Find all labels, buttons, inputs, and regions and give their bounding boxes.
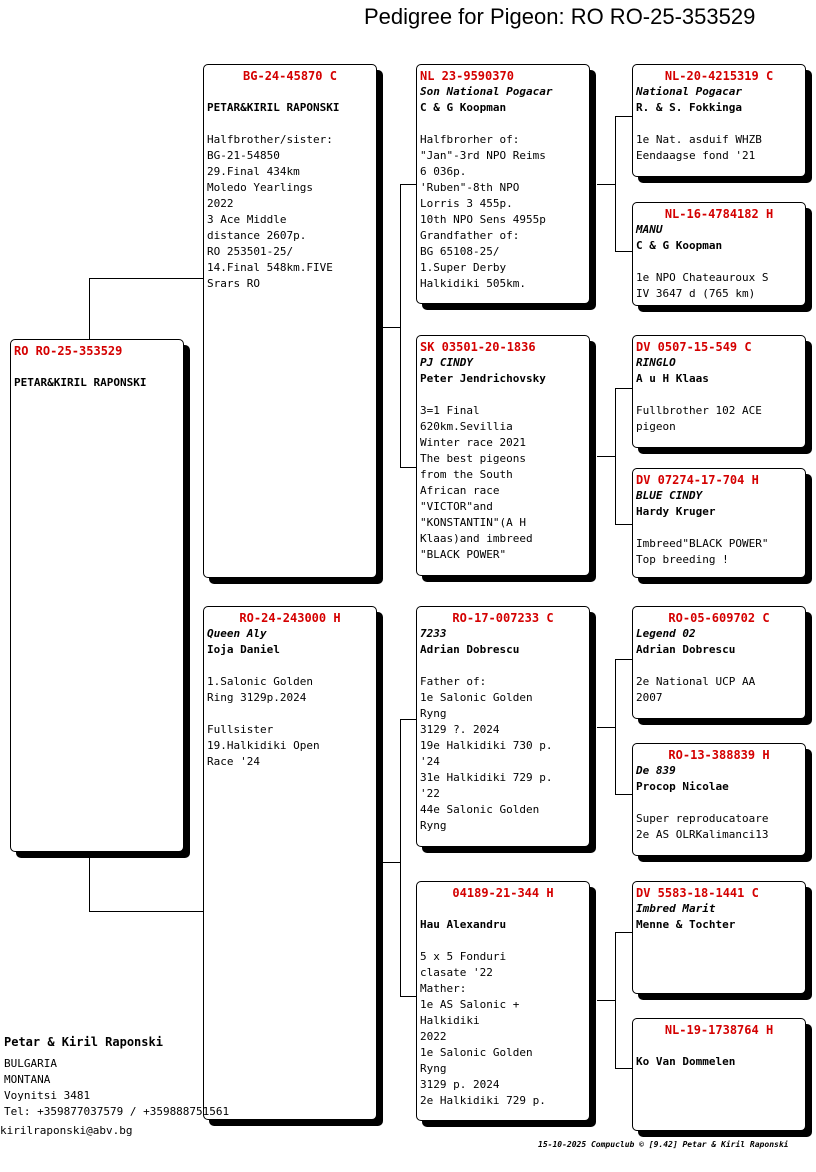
breeder-phone: Tel: +359877037579 / +359888751561 — [4, 1105, 230, 1118]
breeder-town: Voynitsi 3481 — [4, 1089, 91, 1102]
note-line: 1e Nat. asduif WHZB — [636, 133, 762, 146]
connector — [89, 278, 204, 279]
pigeon-name: RINGLO — [636, 356, 676, 369]
connector — [615, 794, 632, 795]
note-line: BG 65108-25/ — [420, 245, 500, 258]
note-line: from the South — [420, 468, 513, 481]
owner-name: C & G Koopman — [636, 239, 723, 252]
pigeon-name: Queen Aly — [207, 627, 267, 640]
owner-name: Ioja Daniel — [207, 643, 280, 656]
breeder-info — [4, 1034, 229, 1120]
connector — [615, 932, 632, 933]
pigeon-name: De 839 — [636, 764, 676, 777]
connector — [383, 327, 401, 328]
owner-name: Adrian Dobrescu — [636, 643, 736, 656]
owner-name: Hau Alexandru — [420, 918, 507, 931]
note-line: Ryng — [420, 707, 447, 720]
connector — [615, 932, 616, 1069]
note-line: 6 036p. — [420, 165, 467, 178]
note-line: 3 Ace Middle — [207, 213, 287, 226]
note-line: 14.Final 548km.FIVE — [207, 261, 333, 274]
ring-number: RO-17-007233 C — [452, 611, 554, 625]
note-line: 1.Super Derby — [420, 261, 507, 274]
connector — [597, 184, 616, 185]
dam-sire-card[interactable] — [416, 606, 590, 847]
note-line: Grandfather of: — [420, 229, 520, 242]
dam-dam-dam-card[interactable] — [632, 1018, 806, 1131]
note-line: distance 2607p. — [207, 229, 307, 242]
note-line: Halfbrorher of: — [420, 133, 520, 146]
connector — [615, 659, 616, 795]
sire-sire-card[interactable] — [416, 64, 590, 304]
sire-sire-sire-card[interactable] — [632, 64, 806, 177]
note-line: Fullbrother 102 ACE — [636, 404, 762, 417]
note-line: 2022 — [420, 1030, 447, 1043]
connector — [597, 727, 616, 728]
connector — [400, 467, 417, 468]
owner-name: Hardy Kruger — [636, 505, 716, 518]
pigeon-name: MANU — [636, 223, 663, 236]
note-line: Srars RO — [207, 277, 260, 290]
connector — [89, 278, 90, 340]
owner-name: Peter Jendrichovsky — [420, 372, 546, 385]
note-line: 2007 — [636, 691, 663, 704]
ring-number: RO RO-25-353529 — [14, 344, 123, 358]
note-line: IV 3647 d (765 km) — [636, 287, 756, 300]
sire-sire-dam-card[interactable] — [632, 202, 806, 306]
pigeon-name: Legend 02 — [636, 627, 696, 640]
connector — [400, 719, 401, 997]
note-line: 1e Salonic Golden — [420, 1046, 533, 1059]
breeder-email[interactable]: kirilraponski@abv.bg — [0, 1124, 133, 1137]
note-line: BG-21-54850 — [207, 149, 280, 162]
note-line: '22 — [420, 787, 440, 800]
connector — [615, 388, 632, 389]
note-line: 5 x 5 Fonduri — [420, 950, 507, 963]
note-line: 'Ruben"-8th NPO — [420, 181, 520, 194]
owner-name: PETAR&KIRIL RAPONSKI — [14, 376, 147, 389]
note-line: 2e Halkidiki 729 p. — [420, 1094, 546, 1107]
owner-name: Adrian Dobrescu — [420, 643, 520, 656]
connector — [615, 116, 632, 117]
connector — [615, 1068, 632, 1069]
note-line: Klaas)and imbreed — [420, 532, 533, 545]
note-line: Ryng — [420, 819, 447, 832]
pigeon-name — [636, 1038, 802, 1054]
owner-name: R. & S. Fokkinga — [636, 101, 742, 114]
owner-name: C & G Koopman — [420, 101, 507, 114]
ring-number: DV 5583-18-1441 C — [636, 886, 759, 900]
owner-name: Ko Van Dommelen — [636, 1055, 736, 1068]
connector — [400, 184, 417, 185]
note-line: 2022 — [207, 197, 234, 210]
note-line: African race — [420, 484, 500, 497]
sire-card[interactable] — [203, 64, 377, 578]
note-line: RO 253501-25/ — [207, 245, 294, 258]
note-line: Halkidiki 505km. — [420, 277, 526, 290]
dam-sire-sire-card[interactable] — [632, 606, 806, 719]
ring-number: RO-24-243000 H — [239, 611, 341, 625]
note-line: 19e Halkidiki 730 p. — [420, 739, 553, 752]
note-line: "BLACK POWER" — [420, 548, 507, 561]
pigeon-name: PJ CINDY — [420, 356, 473, 369]
ring-number: NL-19-1738764 H — [664, 1023, 774, 1037]
note-line: Father of: — [420, 675, 487, 688]
ring-number: DV 07274-17-704 H — [636, 473, 759, 487]
connector — [615, 116, 616, 252]
note-line: '24 — [420, 755, 440, 768]
note-line: Ring 3129p.2024 — [207, 691, 307, 704]
ring-number: NL 23-9590370 — [420, 69, 514, 83]
connector — [400, 996, 417, 997]
note-line: Halkidiki — [420, 1014, 480, 1027]
note-line: "KONSTANTIN"(A H — [420, 516, 526, 529]
sire-dam-sire-card[interactable] — [632, 335, 806, 448]
note-line: 19.Halkidiki Open — [207, 739, 320, 752]
pigeon-name: BLUE CINDY — [636, 489, 703, 502]
dam-dam-card[interactable] — [416, 881, 590, 1121]
note-line: 620km.Sevillia — [420, 420, 513, 433]
note-line: Winter race 2021 — [420, 436, 526, 449]
note-line: clasate '22 — [420, 966, 493, 979]
note-line: "Jan"-3rd NPO Reims — [420, 149, 546, 162]
ring-number: NL-20-4215319 C — [664, 69, 774, 83]
note-line: 31e Halkidiki 729 p. — [420, 771, 553, 784]
connector — [615, 524, 632, 525]
subject-card[interactable] — [10, 339, 184, 852]
owner-name: Procop Nicolae — [636, 780, 729, 793]
ring-number: DV 0507-15-549 C — [636, 340, 752, 354]
breeder-country: BULGARIA — [4, 1057, 57, 1070]
note-line: 1e NPO Chateauroux S — [636, 271, 769, 284]
owner-name: A u H Klaas — [636, 372, 709, 385]
connector — [597, 456, 616, 457]
dam-dam-sire-card[interactable] — [632, 881, 806, 994]
footer-text: 15-10-2025 Compuclub © [9.42] Petar & Kiril Raponski — [538, 1140, 789, 1149]
note-line: Top breeding ! — [636, 553, 729, 566]
note-line: 2e AS OLRKalimanci13 — [636, 828, 769, 841]
note-line: Halfbrother/sister: — [207, 133, 333, 146]
note-line: "VICTOR"and — [420, 500, 493, 513]
note-line: 1.Salonic Golden — [207, 675, 313, 688]
note-line: The best pigeons — [420, 452, 526, 465]
sire-dam-card[interactable] — [416, 335, 590, 576]
connector — [597, 1000, 616, 1001]
note-line: Lorris 3 455p. — [420, 197, 513, 210]
ring-number: BG-24-45870 C — [243, 69, 337, 83]
ring-number: NL-16-4784182 H — [664, 207, 774, 221]
ring-number: 04189-21-344 H — [452, 886, 554, 900]
pigeon-name — [420, 901, 586, 917]
connector — [400, 719, 417, 720]
note-line: 2e National UCP AA — [636, 675, 756, 688]
note-line: 29.Final 434km — [207, 165, 300, 178]
owner-name: Menne & Tochter — [636, 918, 736, 931]
note-line: 3=1 Final — [420, 404, 480, 417]
note-line: Mather: — [420, 982, 467, 995]
note-line: 10th NPO Sens 4955p — [420, 213, 546, 226]
note-line: 1e Salonic Golden — [420, 691, 533, 704]
ring-number: RO-13-388839 H — [668, 748, 770, 762]
pigeon-name: Son National Pogacar — [420, 85, 553, 98]
note-line: Moledo Yearlings — [207, 181, 313, 194]
note-line: 3129 p. 2024 — [420, 1078, 500, 1091]
breeder-name: Petar & Kiril Raponski — [4, 1035, 163, 1049]
note-line: 3129 ?. 2024 — [420, 723, 500, 736]
pigeon-name: Imbred Marit — [636, 902, 716, 915]
pigeon-name: 7233 — [420, 627, 447, 640]
connector — [383, 862, 401, 863]
page-title: Pedigree for Pigeon: RO RO-25-353529 — [364, 4, 756, 29]
connector — [615, 251, 632, 252]
note-line: Imbreed"BLACK POWER" — [636, 537, 769, 550]
pigeon-name: National Pogacar — [636, 85, 742, 98]
note-line: 1e AS Salonic + — [420, 998, 520, 1011]
connector — [615, 388, 616, 525]
dam-sire-dam-card[interactable] — [632, 743, 806, 856]
note-line: 44e Salonic Golden — [420, 803, 540, 816]
note-line — [207, 706, 373, 722]
ring-number: SK 03501-20-1836 — [420, 340, 536, 354]
note-line: Race '24 — [207, 755, 260, 768]
connector — [615, 659, 632, 660]
note-line: Eendaagse fond '21 — [636, 149, 756, 162]
owner-name: PETAR&KIRIL RAPONSKI — [207, 101, 340, 114]
note-line: Super reproducatoare — [636, 812, 769, 825]
connector — [89, 911, 204, 912]
connector — [89, 852, 90, 912]
connector — [400, 184, 401, 468]
note-line: pigeon — [636, 420, 676, 433]
ring-number: RO-05-609702 C — [668, 611, 770, 625]
breeder-region: MONTANA — [4, 1073, 51, 1086]
sire-dam-dam-card[interactable] — [632, 468, 806, 578]
note-line: Ryng — [420, 1062, 447, 1075]
note-line: Fullsister — [207, 723, 274, 736]
